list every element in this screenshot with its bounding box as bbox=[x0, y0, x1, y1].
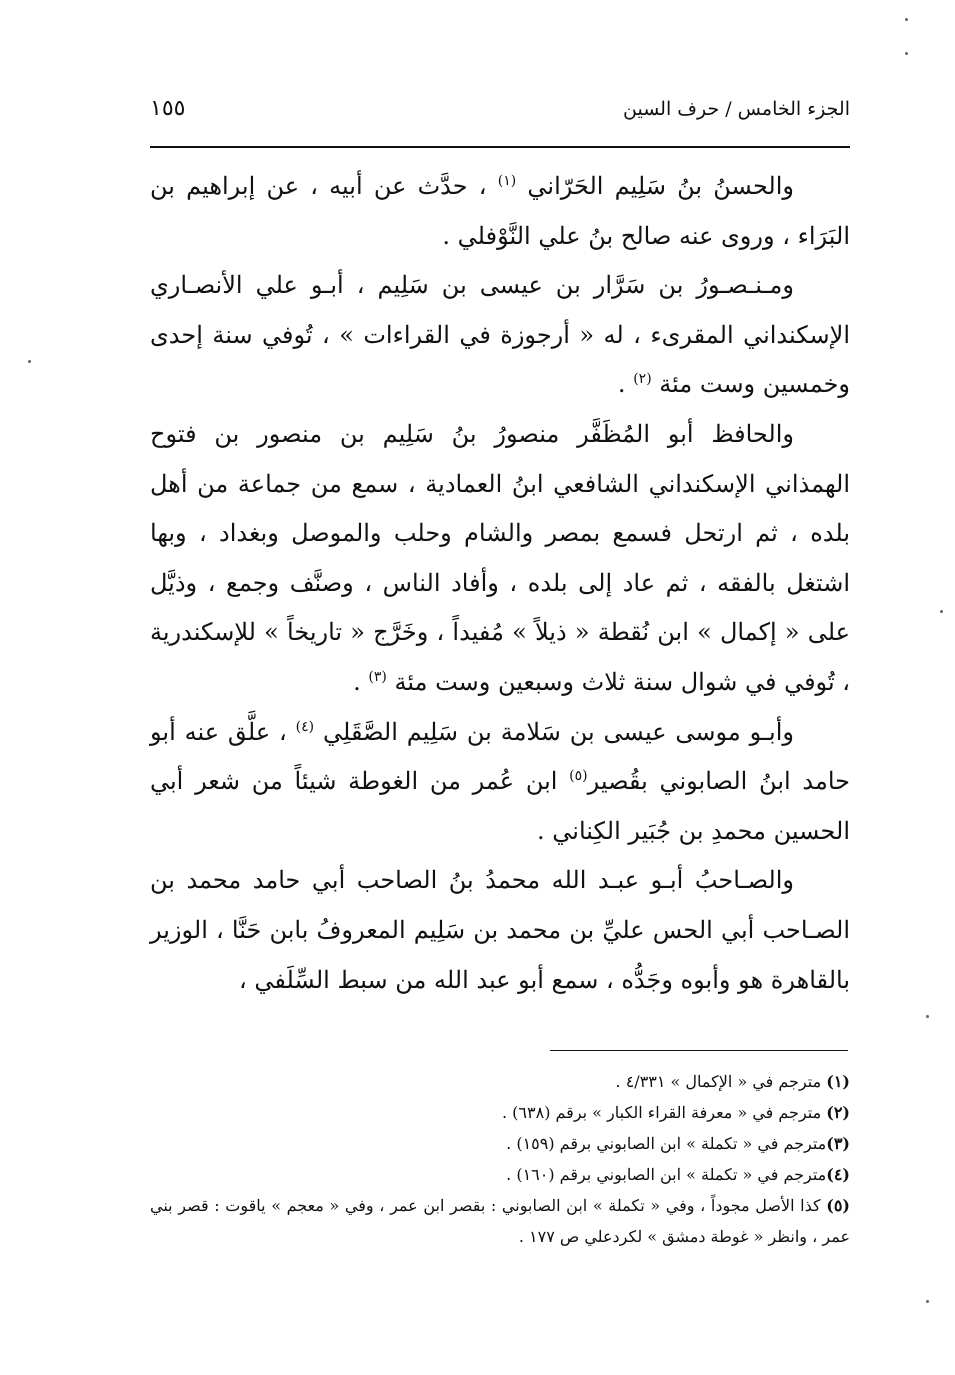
page-header bbox=[150, 92, 850, 132]
text-run: والصـاحبُ أبـو عبـد الله محمدُ بنُ الصاحب أبي حامد محمد بن الصـاحب أبي الحس عليِّ بن محمد بن سَلِيم المعروفُ بابن حَنَّا ، الوزير بالقاهرة هو وأبوه وجَدُّه ، سمع أبو عبد الله من سبط السِّلَفي ، bbox=[150, 866, 850, 994]
footnote bbox=[150, 1097, 850, 1128]
footnote bbox=[150, 1066, 850, 1097]
text-run: والحافظ أبو المُظَفَّر منصورُ بنُ سَلِيم بن منصور بن فتوح الهمذاني الإسكنداني الشافعي ابنُ العمادية ، سمع من جماعة من أهل بلده ، ثم ارتحل فسمع بمصر والشام وحلب والموصل وبغداد ، وبها اشتغل بالفقه ، ثم عاد إلى بلده ، وأفاد الناس ، وصنَّف وجمع ، وذيَّل على « إكمال » ابن نُقطة « ذيلاً » مُفيداً ، وخَرَّج « تاريخاً » للإسكندرية ، تُوفي في شوال سنة ثلاث وسبعين وست مئة bbox=[150, 419, 850, 696]
footnote-text: مترجم في « تكملة » ابن الصابوني برقم (١٦٠) . bbox=[506, 1165, 827, 1184]
text-run: والحسنُ بنُ سَلِيم الحَرّاني bbox=[516, 172, 795, 200]
footnote-separator bbox=[550, 1050, 848, 1051]
paragraph bbox=[150, 856, 850, 1005]
text-run: ومـنـصـورُ بن سَرَّار بن عيسى بن سَلِيم ، أبـو علي الأنصـاري الإسكنداني المقرىء ، له « أرجوزة في القراءات » ، تُوفي سنة إحدى وخمسين وست مئة bbox=[150, 271, 850, 399]
text-run: ابن عُمر من الغوطة شيئاً من شعر أبي الحسين محمدِ بن جُبَير الكِناني . bbox=[150, 767, 850, 845]
footnote-number: (٤) bbox=[826, 1165, 850, 1184]
footnote-reference: (٣) bbox=[368, 668, 387, 685]
footnote-reference: (١) bbox=[497, 173, 517, 189]
footnote bbox=[150, 1128, 850, 1159]
footnotes bbox=[150, 1066, 850, 1252]
text-run: . bbox=[617, 370, 634, 399]
footnote-reference: (٢) bbox=[633, 371, 652, 388]
footnote-text: كذا الأصل مجوداً ، وفي « تكملة » ابن الصابوني : بقصر ابن عمر ، وفي « معجم » ياقوت : قصر بني عمر ، وانظر « غوطة دمشق » لكردعلي ص ١٧٧ . bbox=[150, 1196, 850, 1246]
footnote bbox=[150, 1159, 850, 1190]
text-run: . bbox=[353, 667, 369, 696]
footnote-number: (٢) bbox=[826, 1103, 850, 1122]
footnote-reference: (٥) bbox=[569, 768, 588, 785]
footnote-number: (٣) bbox=[826, 1134, 850, 1153]
footnote-text: مترجم في « معرفة القراء الكبار » برقم (٦٣٨) . bbox=[501, 1103, 827, 1122]
footnote-text: مترجم في « الإكمال » ٤/٣٣١ . bbox=[615, 1072, 827, 1091]
footnote-reference: (٤) bbox=[295, 718, 315, 735]
header-rule bbox=[150, 146, 850, 148]
running-title: الجزء الخامس / حرف السين bbox=[623, 98, 850, 120]
page-number: ١٥٥ bbox=[150, 96, 186, 121]
text-run: ، حدَّث عن أبيه ، عن إبراهيم بن البَرَاء ، وروى عنه صالح بنُ علي النَّوْفلي . bbox=[150, 172, 850, 250]
footnote bbox=[150, 1190, 850, 1252]
text-run: وأبـو موسى عيسى بن سَلامة بن سَلِيم الصَّقَلِي bbox=[314, 717, 794, 746]
paragraph bbox=[150, 162, 850, 261]
footnote-number: (٥) bbox=[826, 1196, 850, 1215]
footnote-text: مترجم في « تكملة » ابن الصابوني برقم (١٥٩) . bbox=[506, 1134, 827, 1153]
paragraph bbox=[150, 410, 850, 708]
main-text bbox=[150, 162, 850, 1005]
text-run: ، علَّق عنه أبو حامد ابنُ الصابوني بقُصير bbox=[150, 717, 850, 796]
paragraph bbox=[150, 708, 850, 857]
footnote-number: (١) bbox=[826, 1072, 850, 1091]
paragraph bbox=[150, 261, 850, 410]
